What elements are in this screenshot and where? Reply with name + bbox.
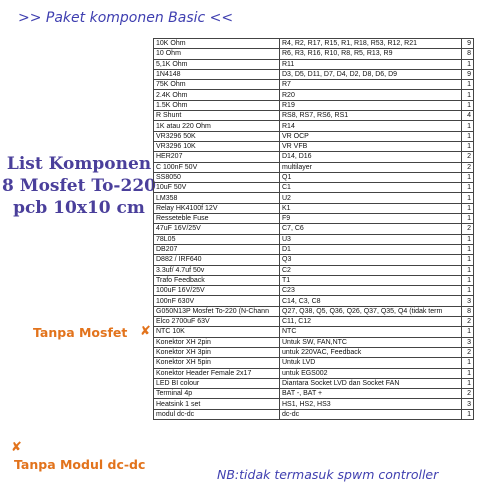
component-name-cell: Konektor XH 2pin [154,337,280,347]
x-mark-icon: ✘ [11,440,22,455]
component-qty-cell: 1 [462,59,474,69]
component-qty-cell: 1 [462,172,474,182]
component-ref-cell: R6, R3, R16, R10, R8, R5, R13, R9 [280,49,462,59]
table-row [154,337,474,347]
table-row [154,327,474,337]
component-name-cell: VR3296 50K [154,131,280,141]
component-table [153,38,474,420]
component-ref-cell: dc-dc [280,409,462,419]
component-ref-cell: C23 [280,286,462,296]
component-ref-cell: R7 [280,80,462,90]
component-qty-cell: 3 [462,337,474,347]
table-row [154,224,474,234]
table-row [154,69,474,79]
table-row [154,39,474,49]
component-ref-cell: K1 [280,203,462,213]
component-ref-cell: R4, R2, R17, R15, R1, R18, R53, R12, R21 [280,39,462,49]
component-name-cell: 47uF 16V/25V [154,224,280,234]
sidebar-line-2: 8 Mosfet To-220 [2,176,156,196]
table-row [154,80,474,90]
component-qty-cell: 9 [462,39,474,49]
note-tanpa-mosfet: Tanpa Mosfet [33,325,128,340]
component-qty-cell: 1 [462,286,474,296]
table-row [154,183,474,193]
table-row [154,275,474,285]
component-qty-cell: 1 [462,80,474,90]
table-row [154,378,474,388]
component-name-cell: Elco 2700uF 63V [154,317,280,327]
component-ref-cell: D14, D16 [280,152,462,162]
component-name-cell: 5,1K Ohm [154,59,280,69]
component-name-cell: LM358 [154,193,280,203]
component-name-cell: modul dc-dc [154,409,280,419]
component-qty-cell: 1 [462,193,474,203]
component-name-cell: Konektor XH 5pin [154,358,280,368]
component-qty-cell: 1 [462,203,474,213]
table-row [154,399,474,409]
table-row [154,306,474,316]
component-name-cell: 3.3uf/ 4.7uf 50v [154,265,280,275]
component-ref-cell: C2 [280,265,462,275]
table-row [154,358,474,368]
table-row [154,162,474,172]
component-ref-cell: R19 [280,100,462,110]
component-qty-cell: 4 [462,111,474,121]
component-name-cell: VR3296 10K [154,141,280,151]
component-ref-cell: Q27, Q38, Q5, Q36, Q26, Q37, Q35, Q4 (tidak term [280,306,462,316]
component-name-cell: 78L05 [154,234,280,244]
component-qty-cell: 1 [462,409,474,419]
component-qty-cell: 1 [462,327,474,337]
component-name-cell: D882 / IRF640 [154,255,280,265]
component-qty-cell: 2 [462,317,474,327]
component-name-cell: Heatsink 1 set [154,399,280,409]
x-mark-icon: ✘ [140,324,151,339]
table-row [154,152,474,162]
component-name-cell: 10 Ohm [154,49,280,59]
table-row [154,203,474,213]
component-qty-cell: 1 [462,141,474,151]
table-row [154,347,474,357]
table-row [154,100,474,110]
component-name-cell: Relay HK4100f 12V [154,203,280,213]
component-ref-cell: D1 [280,244,462,254]
footer-note: NB:tidak termasuk spwm controller [217,467,439,482]
table-row [154,59,474,69]
component-ref-cell: Untuk LVD [280,358,462,368]
component-ref-cell: NTC [280,327,462,337]
component-ref-cell: R20 [280,90,462,100]
table-row [154,389,474,399]
component-ref-cell: C11, C12 [280,317,462,327]
component-name-cell: 75K Ohm [154,80,280,90]
component-qty-cell: 1 [462,265,474,275]
component-ref-cell: U3 [280,234,462,244]
table-row [154,49,474,59]
component-ref-cell: R11 [280,59,462,69]
component-ref-cell: D3, D5, D11, D7, D4, D2, D8, D6, D9 [280,69,462,79]
component-name-cell: 100uF 16V/25V [154,286,280,296]
component-name-cell: 100nF 630V [154,296,280,306]
page-header: >> Paket komponen Basic << [18,10,234,26]
component-qty-cell: 1 [462,255,474,265]
table-row [154,296,474,306]
component-ref-cell: BAT -, BAT + [280,389,462,399]
component-qty-cell: 2 [462,347,474,357]
component-name-cell: 2.4K Ohm [154,90,280,100]
component-ref-cell: multilayer [280,162,462,172]
component-name-cell: DB207 [154,244,280,254]
component-qty-cell: 1 [462,183,474,193]
component-ref-cell: C14, C3, C8 [280,296,462,306]
table-row [154,193,474,203]
component-ref-cell: C1 [280,183,462,193]
component-name-cell: 1.5K Ohm [154,100,280,110]
component-name-cell: NTC 10K [154,327,280,337]
component-ref-cell: C7, C6 [280,224,462,234]
component-name-cell: Konektor XH 3pin [154,347,280,357]
component-ref-cell: untuk EGS002 [280,368,462,378]
component-ref-cell: HS1, HS2, HS3 [280,399,462,409]
table-row [154,317,474,327]
component-qty-cell: 1 [462,234,474,244]
table-row [154,141,474,151]
component-qty-cell: 1 [462,358,474,368]
component-ref-cell: VR VFB [280,141,462,151]
component-qty-cell: 2 [462,162,474,172]
component-qty-cell: 1 [462,121,474,131]
component-qty-cell: 2 [462,389,474,399]
component-ref-cell: Diantara Socket LVD dan Socket FAN [280,378,462,388]
table-row [154,172,474,182]
component-ref-cell: R14 [280,121,462,131]
component-qty-cell: 3 [462,296,474,306]
sidebar-line-1: List Komponen [6,154,152,174]
component-ref-cell: Q1 [280,172,462,182]
component-ref-cell: untuk 220VAC, Feedback [280,347,462,357]
component-name-cell: 1N4148 [154,69,280,79]
component-name-cell: Terminal 4p [154,389,280,399]
component-qty-cell: 2 [462,152,474,162]
sidebar-line-3: pcb 10x10 cm [13,198,145,218]
table-row [154,234,474,244]
component-name-cell: G050N13P Mosfet To-220 (N-Chann [154,306,280,316]
component-ref-cell: Untuk SW, FAN,NTC [280,337,462,347]
table-row [154,121,474,131]
component-ref-cell: RS8, RS7, RS6, RS1 [280,111,462,121]
component-qty-cell: 3 [462,399,474,409]
table-row [154,368,474,378]
table-row [154,214,474,224]
component-name-cell: Konektor Header Female 2x17 [154,368,280,378]
table-row [154,409,474,419]
component-ref-cell: VR OCP [280,131,462,141]
table-row [154,265,474,275]
table-row [154,286,474,296]
component-qty-cell: 1 [462,244,474,254]
component-qty-cell: 1 [462,131,474,141]
component-ref-cell: Q3 [280,255,462,265]
table-row [154,111,474,121]
component-name-cell: 1K atau 220 Ohm [154,121,280,131]
component-name-cell: Trafo Feedback [154,275,280,285]
component-name-cell: Resseteble Fuse [154,214,280,224]
component-name-cell: 10K Ohm [154,39,280,49]
component-name-cell: LED BI colour [154,378,280,388]
sidebar-title [0,153,158,219]
component-ref-cell: F9 [280,214,462,224]
table-row [154,131,474,141]
component-table-wrapper [153,38,474,420]
component-qty-cell: 1 [462,275,474,285]
component-ref-cell: T1 [280,275,462,285]
table-row [154,255,474,265]
component-qty-cell: 1 [462,368,474,378]
table-row [154,90,474,100]
component-qty-cell: 1 [462,378,474,388]
component-name-cell: R Shunt [154,111,280,121]
component-qty-cell: 8 [462,306,474,316]
table-row [154,244,474,254]
component-name-cell: HER207 [154,152,280,162]
component-qty-cell: 2 [462,224,474,234]
note-tanpa-modul: Tanpa Modul dc-dc [14,457,146,472]
component-ref-cell: U2 [280,193,462,203]
component-qty-cell: 1 [462,100,474,110]
component-name-cell: SS8050 [154,172,280,182]
component-qty-cell: 1 [462,90,474,100]
component-name-cell: 10uF 50V [154,183,280,193]
component-qty-cell: 9 [462,69,474,79]
component-qty-cell: 8 [462,49,474,59]
component-name-cell: C 100nF 50V [154,162,280,172]
component-qty-cell: 1 [462,214,474,224]
